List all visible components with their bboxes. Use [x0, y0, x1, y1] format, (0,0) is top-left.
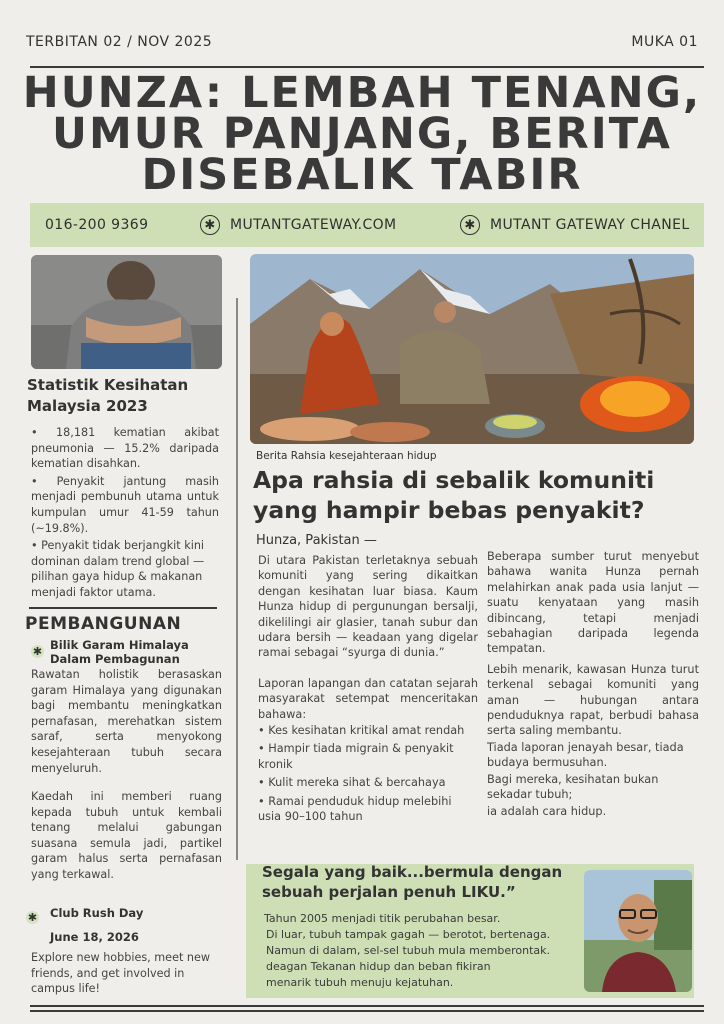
page-number: MUKA 01 [631, 34, 698, 50]
construction-bullet [31, 640, 44, 659]
headline-line-1: HUNZA: LEMBAH TENANG, [22, 68, 702, 118]
stats-title [27, 375, 217, 417]
column-divider [236, 298, 238, 860]
hunza-cooking-illustration [250, 254, 694, 444]
quote-line: Tahun 2005 menjadi titik perubahan besar. [264, 912, 501, 925]
quote-line: Namun di dalam, sel-sel tubuh mula memberontak. [266, 944, 551, 957]
stat-item: • 18,181 kematian akibat pneumonia — 15.2% daripada kematian disahkan. [31, 426, 219, 471]
quote-title [262, 862, 582, 902]
phone-number: 016-200 9369 [45, 217, 149, 233]
story-bullet: • Kulit mereka sihat & bercahaya [258, 776, 446, 790]
story-bullet: • Ramai penduduk hidup melebihi usia 90–100 tahun [258, 794, 452, 824]
channel-link[interactable]: MUTANT GATEWAY CHANEL [490, 217, 690, 233]
stats-title-line-1: Statistik Kesihatan [27, 376, 189, 394]
event-title: Club Rush Day [50, 906, 144, 920]
bottom-rule-2 [30, 1010, 704, 1012]
quote-line: Di luar, tubuh tampak gagah — berotot, bertenaga. [266, 928, 551, 941]
asterisk-circle-icon: ✱ [460, 215, 480, 235]
quote-text [264, 911, 584, 991]
story-bullet: • Kes kesihatan kritikal amat rendah [258, 724, 465, 738]
story-title [253, 465, 703, 525]
story-title-line-1: Apa rahsia di sebalik komuniti [253, 466, 655, 494]
section-title-construction: PEMBANGUNAN [25, 614, 182, 634]
asterisk-icon: ✱ [27, 911, 38, 924]
construction-paragraph-2: Kaedah ini memberi ruang kepada tubuh untuk kembali tenang melalui gabungan suasana semula jadi, partikel garam halus serta pernafasan yang terkawal. [31, 790, 222, 881]
author-portrait-illustration [584, 870, 692, 992]
stat-item: • Penyakit jantung masih menjadi pembunuh utama untuk kumpulan umur 41-59 tahun (~19.8%). [31, 474, 219, 535]
sad-man-photo [31, 255, 222, 369]
quote-title-line-1: Segala yang baik...bermula dengan [262, 863, 563, 881]
story-paragraph: ia adalah cara hidup. [487, 804, 607, 818]
event-bullet [26, 906, 39, 925]
headline-line-2: UMUR PANJANG, BERITA [52, 109, 672, 159]
asterisk-circle-icon: ✱ [200, 215, 220, 235]
construction-title-line-2: Dalam Pembagunan [50, 652, 180, 666]
story-right-column [487, 549, 699, 819]
story-paragraph: Beberapa sumber turut menyebut bahawa wanita Hunza pernah melahirkan anak pada usia lanjut — suatu kenyataan yang masih dibincang, tetapi menjadi sebahagian daripada legenda tempatan. [487, 550, 699, 656]
contact-bar [30, 203, 704, 247]
quote-line: menarik tubuh menuju kejatuhan. [266, 976, 454, 989]
main-headline [20, 68, 704, 200]
quote-line: deagan Tekanan hidup dan beban fikiran [266, 960, 491, 973]
stats-list [31, 425, 219, 601]
sad-man-illustration [31, 255, 222, 369]
construction-item-title [50, 638, 225, 666]
construction-title-line-1: Bilik Garam Himalaya [50, 638, 189, 652]
issue-label: TERBITAN 02 / NOV 2025 [26, 34, 213, 50]
headline-line-3: DISEBALIK TABIR [141, 150, 583, 200]
bottom-rule [30, 1005, 704, 1007]
story-left-column [258, 553, 478, 825]
sidebar-divider [29, 607, 217, 609]
story-bullet: • Hampir tiada migrain & penyakit kronik [258, 742, 454, 771]
event-date: June 18, 2026 [50, 930, 139, 944]
author-portrait [584, 870, 692, 992]
story-title-line-2: yang hampir bebas penyakit? [253, 496, 645, 524]
story-paragraph: Di utara Pakistan terletaknya sebuah komuniti yang sering dikaitkan dengan kesihatan luar biasa. Kaum Hunza hidup di pergunungan bersalji, dikelilingi air glasier, tanah subur dan udara bersih — keadaan yang digelar ramai sebagai “syurga di dunia.” [258, 554, 478, 660]
event-description: Explore new hobbies, meet new friends, and get involved in campus life! [31, 951, 211, 996]
story-paragraph: Tiada laporan jenayah besar, tiada budaya bermusuhan. [487, 740, 684, 770]
quote-title-line-2: sebuah perjalan penuh LIKU.” [262, 883, 516, 901]
story-paragraph: Laporan lapangan dan catatan sejarah masyarakat setempat menceritakan bahawa: [258, 676, 478, 721]
website-link[interactable]: MUTANTGATEWAY.COM [230, 217, 397, 233]
story-dateline: Hunza, Pakistan — [256, 533, 377, 548]
construction-paragraph-1: Rawatan holistik berasaskan garam Himalaya yang digunakan bagi membantu meningkatkan pernafasan, merehatkan sistem saraf, serta menyokong kesejahteraan tubuh secara menyeluruh. [31, 668, 222, 775]
asterisk-icon: ✱ [32, 645, 43, 658]
story-paragraph: Bagi mereka, kesihatan bukan sekadar tubuh; [487, 772, 659, 802]
story-caption: Berita Rahsia kesejahteraan hidup [256, 450, 437, 462]
stats-title-line-2: Malaysia 2023 [27, 397, 148, 415]
story-paragraph: Lebih menarik, kawasan Hunza turut terkenal sebagai komuniti yang aman — hubungan antara penduduknya rapat, berbudi bahasa serta saling membantu. [487, 662, 699, 738]
channel-item[interactable] [460, 215, 690, 235]
stat-item: • Penyakit tidak berjangkit kini dominan dalam trend global — pilihan gaya hidup & makanan menjadi faktor utama. [31, 539, 205, 599]
website-item[interactable] [200, 215, 460, 235]
hunza-photo [250, 254, 694, 444]
